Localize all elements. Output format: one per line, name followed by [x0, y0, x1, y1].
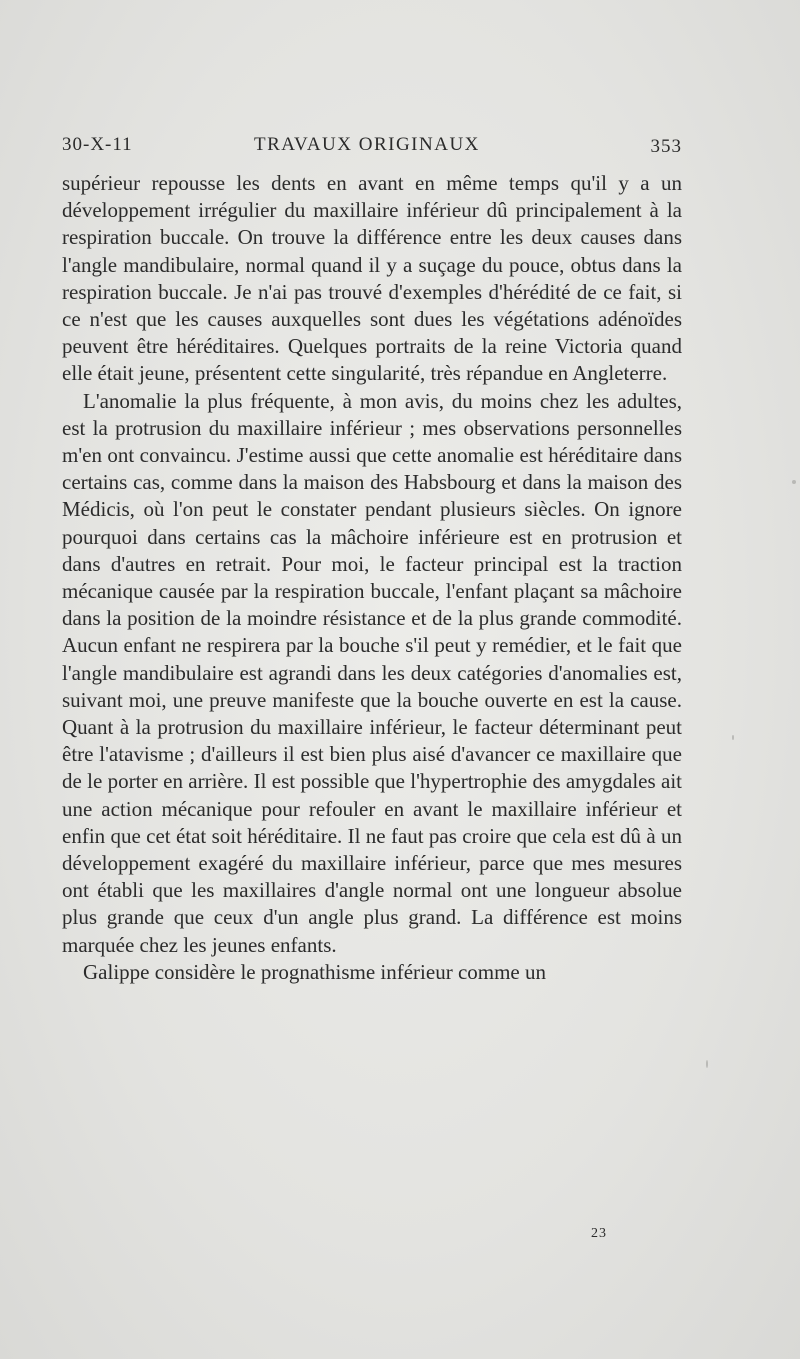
paper-speck — [792, 480, 796, 484]
paragraph-anomalie: L'anomalie la plus fréquente, à mon avis, du moins chez les adultes, est la protrusion du maxillaire inférieur ; mes observations personnelles m'en ont convaincu. J'estime aussi que cette anomalie est héréditaire dans certains cas, comme dans la maison des Habsbourg et dans la maison des Médicis, où l'on peut le constater pendant plusieurs siècles. On ignore pourquoi dans certains cas la mâchoire inférieure est en protrusion et dans d'autres en retrait. Pour moi, le facteur principal est la traction mécanique causée par la respiration buccale, l'enfant plaçant sa mâchoire dans la position de la moindre résistance et de la plus grande commodité. Aucun enfant ne respirera par la bouche s'il peut y remédier, et le fait que l'angle mandibulaire est agrandi dans les deux catégories d'anomalies est, suivant moi, une preuve manifeste que la bouche ouverte en est la cause. Quant à la protrusion du maxillaire inférieur, le facteur déterminant peut être l'atavisme ; d'ailleurs il est bien plus aisé d'avancer ce maxillaire que de le porter en arrière. Il est possible que l'hypertrophie des amygdales ait une action mécanique pour refouler en avant le maxillaire inférieur et enfin que cet état soit héréditaire. Il ne faut pas croire que cela est dû à un développement exagéré du maxillaire inférieur, parce que mes mesures ont établi que les maxillaires d'angle normal ont une longueur absolue plus grande que ceux d'un angle plus grand. La différence est moins marquée chez les jeunes enfants. — [62, 388, 682, 957]
header-date: 30-X-11 — [62, 134, 133, 155]
signature-mark: 23 — [591, 1226, 607, 1241]
paragraph-continuation: supérieur repousse les dents en avant en même temps qu'il y a un développement irrégulier du maxillaire inférieur dû principalement à la respiration buccale. On trouve la différence entre les deux causes dans l'angle mandibulaire, normal quand il y a suçage du pouce, obtus dans la respiration buccale. Je n'ai pas trouvé d'exemples d'hérédité de ce fait, si ce n'est que les causes auxquelles sont dues les végétations adénoïdes peuvent être héréditaires. Quelques portraits de la reine Victoria quand elle était jeune, présentent cette singularité, très répandue en Angleterre. — [62, 171, 682, 386]
header-title: TRAVAUX ORIGINAUX — [254, 134, 480, 155]
paragraph-galippe: Galippe considère le prognathisme inférieur comme un — [83, 959, 547, 984]
paper-speck — [706, 1060, 708, 1068]
paper-speck — [732, 735, 734, 740]
running-header — [62, 134, 682, 160]
body-text — [62, 170, 682, 986]
page-number: 353 — [650, 136, 682, 157]
